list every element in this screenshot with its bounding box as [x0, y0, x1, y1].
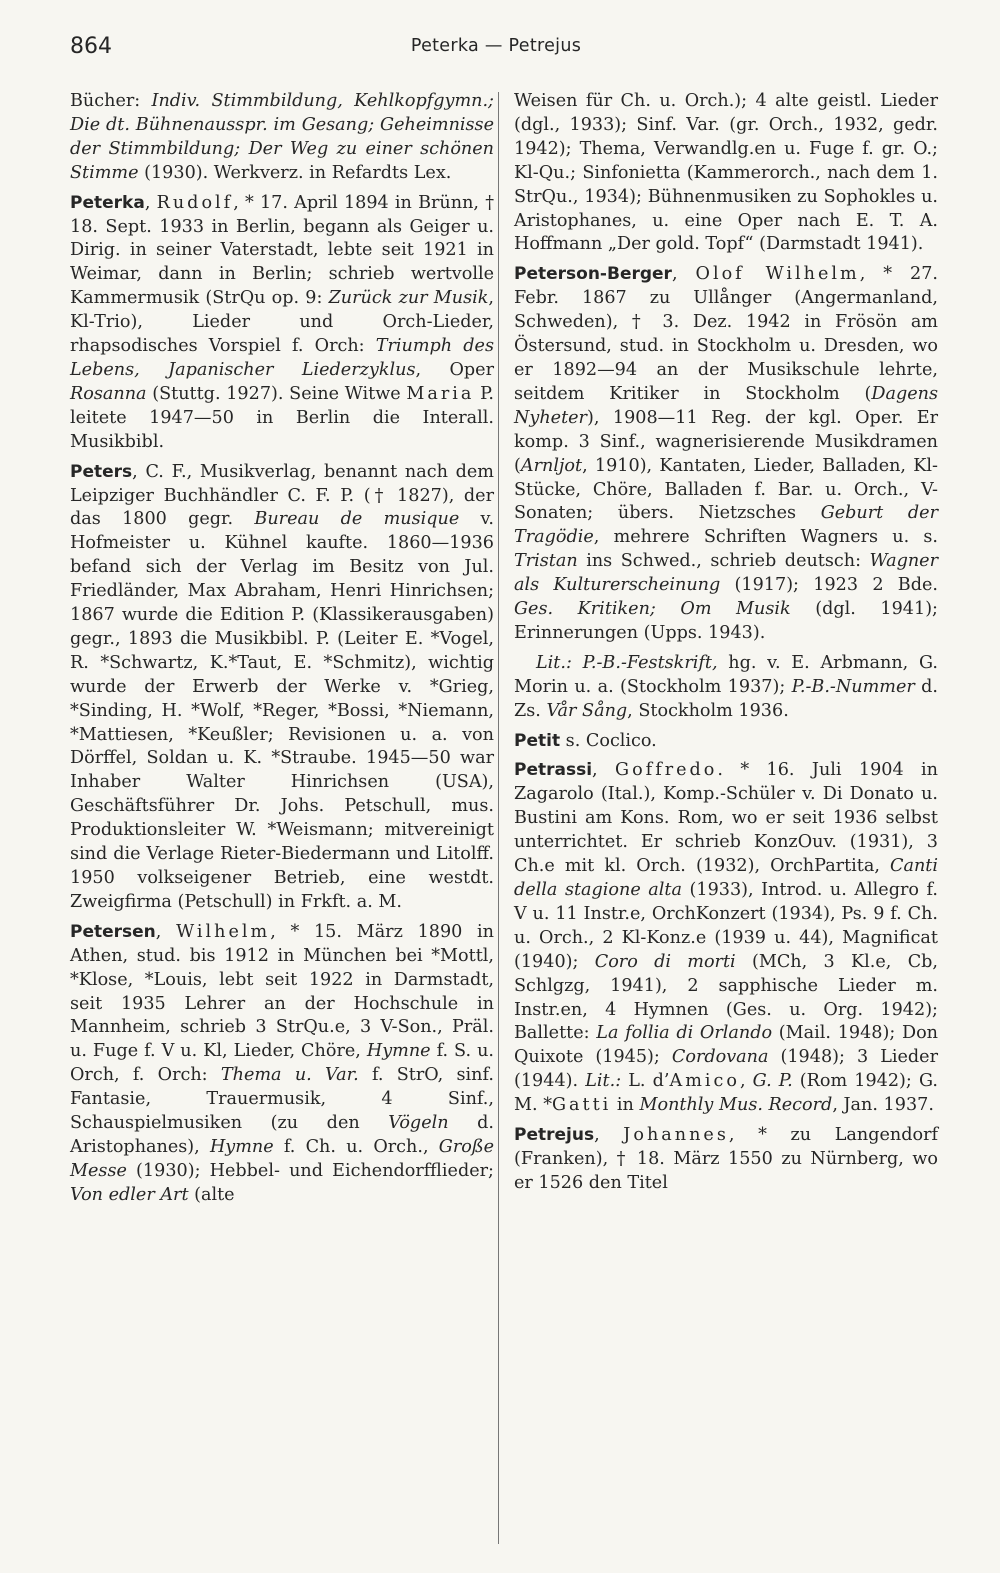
entry-paragraph	[70, 192, 494, 455]
entry-paragraph	[70, 461, 494, 915]
entry-text: Weisen für Ch. u. Orch.); 4 alte geistl. Lieder (dgl., 1933); Sinf. Var. (gr. Orch., 1932, gedr. 1942); Thema, Verwandlg.en u. Fuge f. gr. O.; Kl-Qu.; Sinfonietta (Kammerorch., nach dem 1. StrQu., 1934); Bühnenmusiken zu Sophokles u. Aristophanes, u. eine Oper nach E. T. A. Hoffmann „Der gold. Topf“ (Darmstadt 1941).	[514, 91, 938, 255]
italic-text: Vögeln	[388, 1113, 449, 1134]
spaced-name: Wilhelm	[176, 921, 271, 942]
italic-text: Coro di morti	[594, 951, 736, 972]
italic-text: Vår Sång	[546, 700, 628, 721]
spaced-name: Olof Wilhelm	[695, 264, 860, 285]
entry-text: , Oper	[415, 359, 494, 380]
italic-text: Dagens Nyheter	[514, 383, 938, 428]
entry-text: ,	[144, 192, 157, 213]
spaced-name: Amico	[669, 1071, 740, 1092]
entry-text: (Rom 1942); G. M. *	[514, 1071, 938, 1116]
entry-text: (Stuttg. 1927). Seine Witwe	[146, 383, 407, 404]
entry-headword: Peterka	[70, 192, 145, 213]
italic-text: Ges. Kritiken; Om Musik	[514, 599, 791, 620]
entry-text: , * 15. März 1890 in Athen, stud. bis 1912 in München bei *Mottl, *Klose, *Louis, lebt seit 1922 in Darmstadt, seit 1935 Lehrer an der Hochschule in Mannheim, schrieb 3 StrQu.e, 3 V-Son., Präl. u. Fuge f. V u. Kl, Lieder, Chöre,	[70, 921, 495, 1062]
entry-text: , * zu Langendorf (Franken), † 18. März 1550 zu Nürnberg, wo er 1526 den Titel	[514, 1125, 938, 1193]
spaced-name: Gatti	[552, 1095, 612, 1116]
entry-headword: Petrejus	[514, 1125, 595, 1146]
italic-text: Hymne	[209, 1136, 274, 1157]
running-title: Peterka — Petrejus	[410, 36, 582, 56]
entry-text: . * 16. Juli 1904 in Zagarolo (Ital.), Komp.-Schüler v. Di Donato u. Bustini am Kons. Rom, wo er seit 1936 selbst unterrichtet. Er schrieb KonzOuv. (1931), 3 Ch.e mit kl. Orch. (1932), OrchPartita,	[514, 760, 939, 877]
italic-text: Triumph des Lebens, Japanischer Liederzyklus	[70, 336, 494, 380]
entry-headword: Petersen	[70, 921, 156, 942]
spaced-name: Maria	[406, 383, 475, 404]
entry-paragraph	[514, 652, 938, 724]
entry-text: f. Ch. u. Orch.,	[273, 1136, 439, 1157]
entry-text: ,	[739, 1071, 753, 1092]
italic-text: Cordovana	[671, 1047, 769, 1068]
entry-text: ins Schwed., schrieb deutsch:	[577, 551, 870, 572]
entry-text: (MCh, 3 Kl.e, Cb, Schlgzg, 1941), 2 sapphische Lieder m. Instr.en, 4 Hymnen (Ges. u. Org. 1942); Ballette:	[514, 951, 939, 1044]
right-column	[514, 90, 938, 1202]
italic-text: Lit.:	[585, 1071, 622, 1092]
entry-text: (Mail. 1948); Don Quixote (1945);	[514, 1023, 939, 1068]
entry-text: , Jan. 1937.	[832, 1095, 934, 1116]
page-number: 864	[70, 34, 112, 59]
entry-text: v. Hofmeister u. Kühnel kaufte. 1860—1936 befand sich der Verlag im Besitz von Jul. Friedländer, Max Abraham, Henri Hinrichsen; 1867 wurde die Edition P. (Klassikerausgaben) gegr., 1893 die Musikbibl. P. (Leiter E. *Vogel, R. *Schwartz, K.*Taut, E. *Schmitz), wichtig wurde der Erwerb der Werke v. *Grieg, *Sinding, H. *Wolf, *Reger, *Bossi, *Niemann, *Mattiesen, *Keußler; Revisionen u. a. von Dörffel, Soldan u. K. *Straube. 1945—50 war Inhaber Walter Hinrichsen (USA), Geschäftsführer Dr. Johs. Petschull, mus. Produktionsleiter W. *Weismann; mitvereinigt sind die Verlage Rieter-Biedermann und Litolff. 1950 volkseigener Betrieb, eine westdt. Zweigfirma (Petschull) in Frkft. a. M.	[70, 509, 494, 912]
italic-text: Große Messe	[70, 1136, 494, 1181]
entry-text: Bücher:	[70, 91, 152, 111]
spaced-name: Rudolf	[156, 192, 234, 213]
entry-text: (1948); 3 Lieder (1944).	[514, 1047, 938, 1092]
italic-text: Lit.: P.-B.-Festskrift,	[536, 652, 718, 673]
entry-text: d. Aristophanes),	[70, 1113, 494, 1157]
italic-text: Wagner als Kulturerscheinung	[514, 551, 938, 596]
entry-text: P. leitete 1947—50 in Berlin die Interall. Musikbibl.	[70, 383, 494, 452]
entry-text: d. Zs.	[514, 676, 938, 721]
entry-text: ,	[592, 760, 616, 781]
column-divider	[498, 92, 499, 1544]
italic-text: Zurück zur Musik	[328, 288, 489, 309]
entry-text: hg. v. E. Arbmann, G. Morin u. a. (Stockholm 1937);	[514, 652, 938, 697]
entry-text: L. d’	[621, 1071, 670, 1092]
entry-headword: Petrassi	[514, 760, 593, 781]
entry-text: , * 27. Febr. 1867 zu Ullånger (Angermanland, Schweden), † 3. Dez. 1942 in Frösön am Östersund, stud. in Stockholm u. Dresden, wo er 1892—94 an der Musikschule lehrte, seitdem Kritiker in Stockholm (	[514, 264, 938, 404]
entry-text: (alte	[188, 1184, 235, 1205]
entry-text: , mehrere Schriften Wagners u. s.	[593, 527, 938, 548]
entry-text: s. Coclico.	[560, 730, 657, 751]
entry-text: ,	[594, 1125, 624, 1146]
entry-paragraph	[514, 759, 938, 1118]
entry-text: ,	[155, 921, 177, 942]
italic-text: Monthly Mus. Record	[639, 1095, 833, 1116]
italic-text: Canti della stagione alta	[514, 856, 938, 900]
italic-text: Geburt der Tragödie	[514, 503, 939, 548]
entry-paragraph	[514, 90, 938, 257]
entry-paragraph	[514, 263, 938, 646]
spaced-name: Johannes	[623, 1125, 729, 1146]
italic-text: Von edler Art	[70, 1184, 189, 1205]
page-header	[70, 34, 922, 68]
left-column	[70, 90, 494, 1214]
entry-headword: Petit	[514, 730, 561, 751]
entry-text: , C. F., Musikverlag, benannt nach dem Leipziger Buchhändler C. F. P. († 1827), der das 1800 gegr.	[70, 461, 494, 530]
italic-text: Hymne	[366, 1041, 431, 1062]
entry-text: , * 17. April 1894 in Brünn, † 18. Sept. 1933 in Berlin, begann als Geiger u. Dirig. in seiner Vaterstadt, lebte seit 1921 in Weimar, dann in Berlin; schrieb wertvolle Kammermusik (StrQu op. 9:	[70, 192, 495, 309]
italic-text: P.-B.-Nummer	[791, 676, 915, 697]
italic-text: Rosanna	[70, 383, 147, 404]
entry-text: , Stockholm 1936.	[627, 700, 789, 721]
entry-text: in	[611, 1095, 640, 1116]
entry-text: ), 1908—11 Reg. der kgl. Oper. Er komp. 3 Sinf., wagnerisierende Musikdramen (	[514, 407, 938, 476]
italic-text: Thema u. Var.	[220, 1065, 359, 1086]
entry-paragraph	[70, 90, 494, 186]
entry-text: (1917); 1923 2 Bde.	[720, 575, 938, 596]
entry-paragraph	[514, 730, 938, 754]
italic-text: Arnljot	[520, 455, 583, 476]
entry-text: (1930). Werkverz. in Refardts Lex.	[138, 162, 452, 183]
entry-text: ,	[671, 264, 696, 285]
italic-text: Bureau de musique	[254, 509, 460, 530]
entry-text: (1930); Hebbel- und Eichendorfflieder;	[126, 1160, 494, 1181]
italic-text: Indiv. Stimmbildung, Kehlkopfgymn.; Die dt. Bühnenausspr. im Gesang; Geheimnisse der Stimmbildung; Der Weg zu einer schönen Stimme	[70, 91, 494, 183]
entry-text: (1933), Introd. u. Allegro f. V u. 11 Instr.e, OrchKonzert (1934), Ps. 9 f. Ch. u. Orch., 2 Kl-Konz.e (1939 u. 44), Magnificat (1940);	[514, 880, 938, 972]
italic-text: G. P.	[752, 1071, 793, 1092]
entry-text: , Kl-Trio), Lieder und Orch-Lieder, rhapsodisches Vorspiel f. Orch:	[70, 288, 495, 357]
entry-paragraph	[70, 921, 494, 1208]
italic-text: La follia di Orlando	[596, 1023, 773, 1044]
entry-text: f. S. u. Orch, f. Orch:	[70, 1041, 494, 1086]
italic-text: Tristan	[514, 551, 578, 572]
entry-headword: Peters	[70, 461, 133, 482]
entry-paragraph	[514, 1124, 938, 1196]
entry-headword: Peterson-Berger	[514, 264, 672, 285]
spaced-name: Goffredo	[615, 760, 718, 781]
entry-text: (dgl. 1941); Erinnerungen (Upps. 1943).	[514, 599, 938, 643]
entry-text: f. StrO, sinf. Fantasie, Trauermusik, 4 Sinf., Schauspielmusiken (zu den	[70, 1065, 494, 1134]
entry-text: , 1910), Kantaten, Lieder, Balladen, Kl-Stücke, Chöre, Balladen f. Bar. u. Orch., V-Sonaten; übers. Nietzsches	[514, 455, 938, 524]
